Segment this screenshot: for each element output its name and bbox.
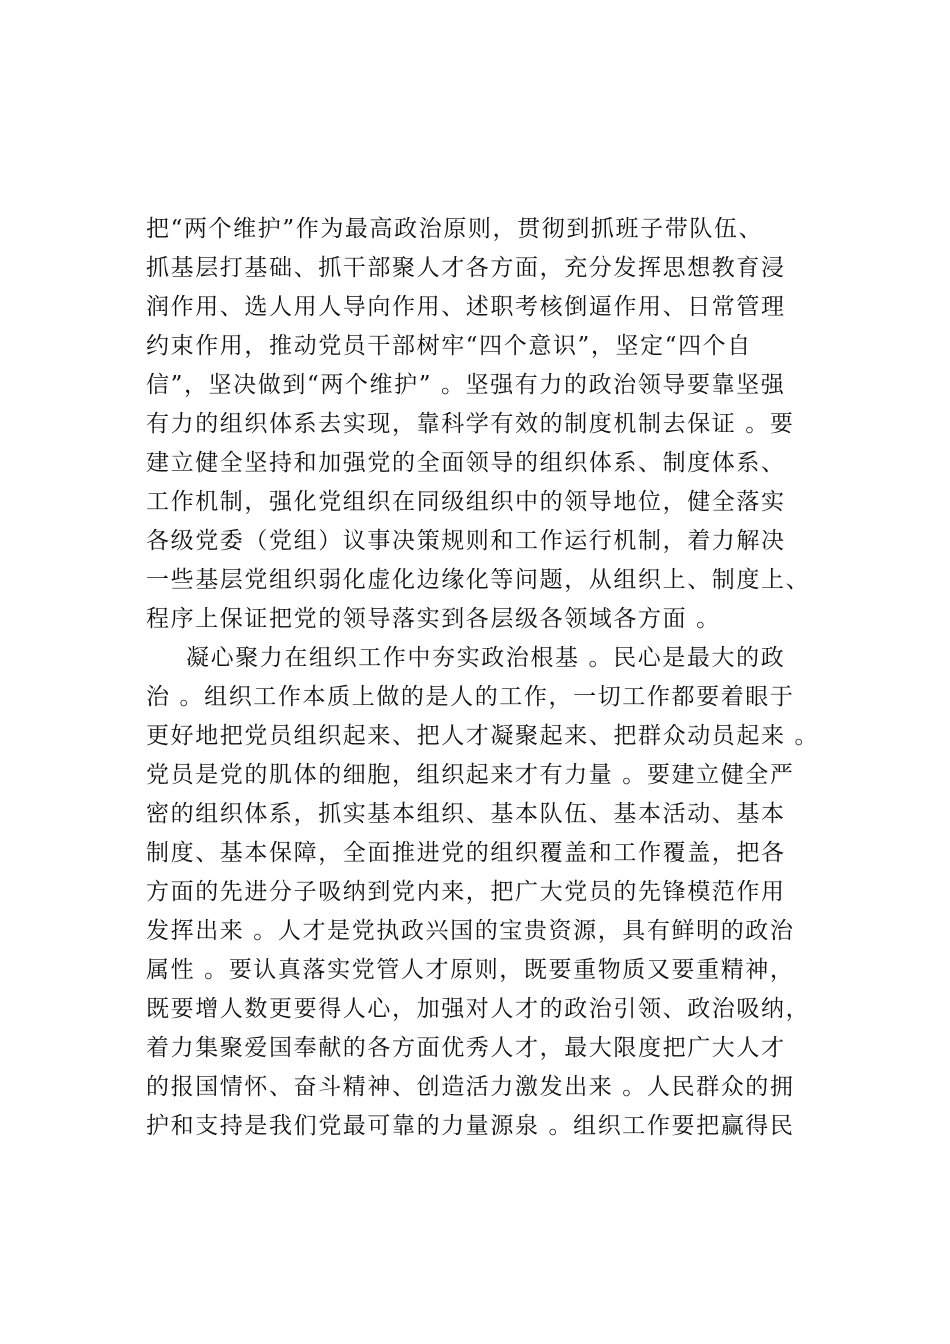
text-line: 方面的先进分子吸纳到党内来，把广大党员的先锋模范作用 — [146, 879, 786, 905]
text-line: 着力集聚爱国奉献的各方面优秀人才，最大限度把广大人才 — [146, 1035, 786, 1061]
text-line: 制度、基本保障，全面推进党的组织覆盖和工作覆盖，把各 — [146, 840, 786, 866]
text-line: 既要增人数更要得人心，加强对人才的政治引领、政治吸纳， — [146, 996, 811, 1022]
text-line: 约束作用，推动党员干部树牢“四个意识”，坚定“四个自 — [146, 333, 752, 359]
text-line: 治 。组织工作本质上做的是人的工作，一切工作都要着眼于 — [146, 684, 795, 710]
text-line: 润作用、选人用人导向作用、述职考核倒逼作用、日常管理 — [146, 294, 786, 320]
text-line: 党员是党的肌体的细胞，组织起来才有力量 。要建立健全严 — [146, 762, 795, 788]
text-line: 一些基层党组织弱化虚化边缘化等问题，从组织上、制度上、 — [146, 567, 811, 593]
text-line: 工作机制，强化党组织在同级组织中的领导地位，健全落实 — [146, 489, 786, 515]
body-text — [146, 210, 866, 1146]
text-line: 密的组织体系，抓实基本组织、基本队伍、基本活动、基本 — [146, 801, 786, 827]
text-line: 建立健全坚持和加强党的全面领导的组织体系、制度体系、 — [146, 450, 786, 476]
text-line: 各级党委（党组）议事决策规则和工作运行机制，着力解决 — [146, 528, 786, 554]
text-line: 程序上保证把党的领导落实到各层级各领域各方面 。 — [146, 606, 721, 632]
text-line: 有力的组织体系去实现，靠科学有效的制度机制去保证 。要 — [146, 411, 795, 437]
paragraph-start-line: 凝心聚力在组织工作中夯实政治根基 。民心是最大的政 — [186, 645, 786, 671]
text-line: 护和支持是我们党最可靠的力量源泉 。组织工作要把赢得民 — [146, 1113, 795, 1139]
text-line: 更好地把党员组织起来、把人才凝聚起来、把群众动员起来 。 — [146, 723, 820, 749]
text-line: 把“两个维护”作为最高政治原则，贯彻到抓班子带队伍、 — [146, 216, 764, 242]
text-line: 抓基层打基础、抓干部聚人才各方面，充分发挥思想教育浸 — [146, 255, 786, 281]
text-line: 的报国情怀、奋斗精神、创造活力激发出来 。人民群众的拥 — [146, 1074, 795, 1100]
text-line: 发挥出来 。人才是党执政兴国的宝贵资源，具有鲜明的政治 — [146, 918, 795, 944]
text-line: 属性 。要认真落实党管人才原则，既要重物质又要重精神， — [146, 957, 795, 983]
text-line: 信”，坚决做到“两个维护” 。坚强有力的政治领导要靠坚强 — [146, 372, 786, 398]
